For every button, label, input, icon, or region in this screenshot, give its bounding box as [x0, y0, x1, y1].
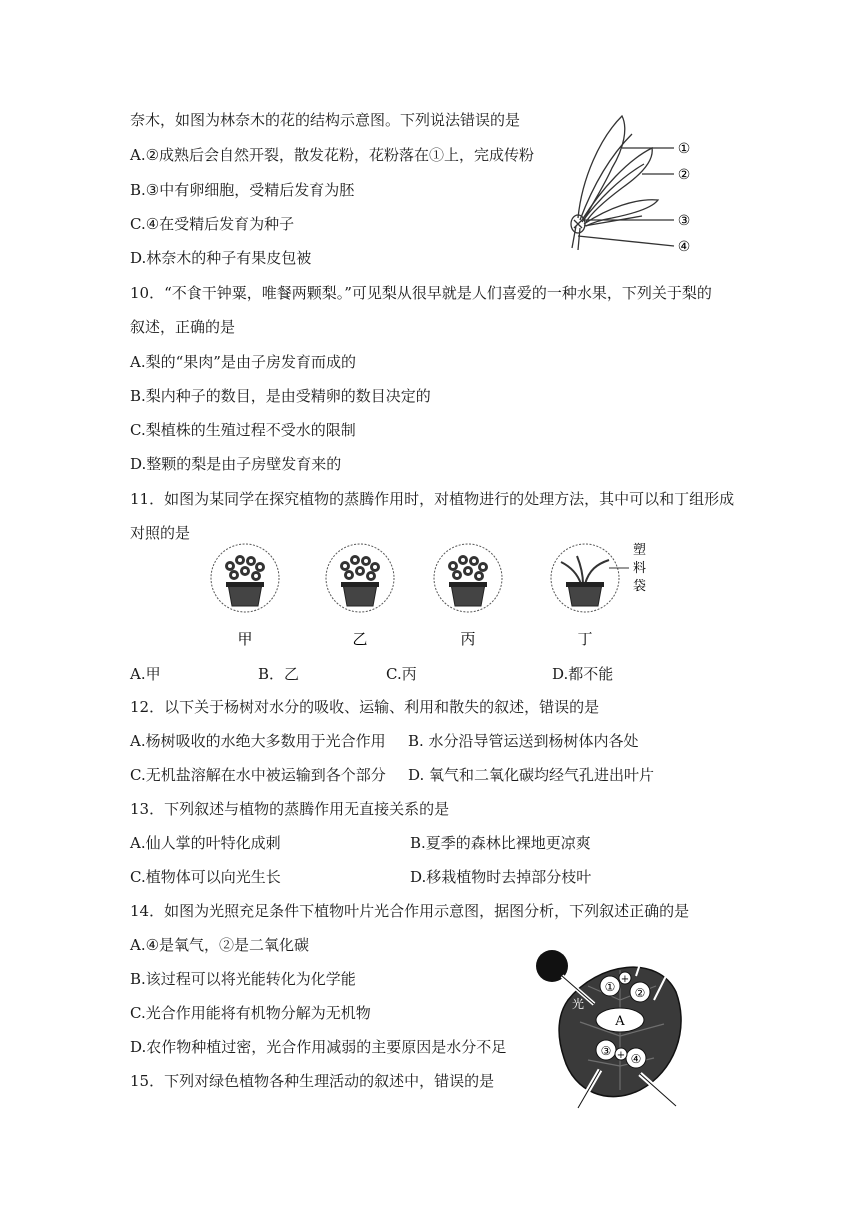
q9-option-b: B.③中有卵细胞，受精后发育为胚: [130, 181, 355, 199]
q11-option-a: A.甲: [130, 665, 161, 683]
q13-option-b: B.夏季的森林比裸地更凉爽: [410, 834, 591, 852]
q12-option-c: C.无机盐溶解在水中被运输到各个部分: [130, 766, 386, 784]
plant-yi: [326, 544, 394, 612]
light-label: 光: [572, 997, 585, 1011]
q11-option-d: D.都不能: [552, 665, 614, 683]
q10-stem-line2: 叙述，正确的是: [130, 318, 236, 336]
q9-option-c: C.④在受精后发育为种子: [130, 215, 295, 233]
q13-stem: 13．下列叙述与植物的蒸腾作用无直接关系的是: [130, 800, 450, 818]
flower-label-3: ③: [677, 213, 691, 229]
q13-option-d: D.移栽植物时去掉部分枝叶: [410, 868, 592, 886]
q12-option-d: D. 氧气和二氧化碳均经气孔进出叶片: [408, 766, 655, 784]
q10-option-c: C.梨植株的生殖过程不受水的限制: [130, 421, 356, 439]
transpiration-plants-figure: [205, 540, 655, 658]
plant-bing: [434, 544, 502, 612]
q10-option-b: B.梨内种子的数目，是由受精卵的数目决定的: [130, 387, 431, 405]
q10-stem-line1: 10．“不食干钟粟，唯餐两颗梨。”可见梨从很早就是人们喜爱的一种水果，下列关于梨的: [130, 284, 712, 302]
petal-shape: [584, 200, 658, 226]
q10-option-a: A.梨的“果肉”是由子房发育而成的: [130, 353, 356, 371]
bag-label-char-3: 袋: [633, 579, 647, 594]
q14-stem: 14．如图为光照充足条件下植物叶片光合作用示意图，据图分析，下列叙述正确的是: [130, 902, 690, 920]
flower-label-4: ④: [677, 239, 691, 255]
q15-stem: 15．下列对绿色植物各种生理活动的叙述中，错误的是: [130, 1072, 495, 1090]
q14-option-a: A.④是氧气，②是二氧化碳: [130, 936, 310, 954]
plant-label-ding: 丁: [577, 630, 593, 648]
bag-label-char-1: 塑: [633, 543, 647, 558]
q12-option-b: B. 水分沿导管运送到杨树体内各处: [408, 732, 639, 750]
q13-option-a: A.仙人掌的叶特化成刺: [130, 834, 281, 852]
q12-stem: 12．以下关于杨树对水分的吸收、运输、利用和散失的叙述，错误的是: [130, 698, 600, 716]
q9-option-a: A.②成熟后会自然开裂，散发花粉，花粉落在①上，完成传粉: [130, 146, 535, 164]
q12-option-a: A.杨树吸收的水绝大多数用于光合作用: [130, 732, 386, 750]
plant-ding: [551, 544, 629, 612]
plant-label-jia: 甲: [237, 630, 253, 648]
plant-label-yi: 乙: [352, 630, 368, 648]
q13-option-c: C.植物体可以向光生长: [130, 868, 281, 886]
leaf-label-1: ①: [604, 980, 616, 994]
q11-stem-line1: 11．如图为某同学在探究植物的蒸腾作用时，对植物进行的处理方法，其中可以和丁组形成: [130, 490, 735, 508]
plant-label-bing: 丙: [460, 630, 476, 648]
q14-option-c: C.光合作用能将有机物分解为无机物: [130, 1004, 371, 1022]
leaf-label-3: ③: [600, 1044, 612, 1058]
leaf-label-2: ②: [634, 986, 646, 1000]
leaf-label-4: ④: [630, 1052, 642, 1066]
flower-label-2: ②: [677, 167, 691, 183]
q14-option-d: D.农作物种植过密，光合作用减弱的主要原因是水分不足: [130, 1038, 507, 1056]
q11-option-b: B．乙: [258, 665, 300, 683]
plus-sign-bottom: +: [616, 1050, 626, 1061]
flower-structure-figure: [562, 108, 702, 260]
center-label-a: A: [615, 1014, 625, 1029]
q14-option-b: B.该过程可以将光能转化为化学能: [130, 970, 356, 988]
leaf-photosynthesis-figure: [528, 940, 698, 1110]
q9-option-d: D.林奈木的种子有果皮包被: [130, 249, 312, 267]
q9-stem-tail: 奈木，如图为林奈木的花的结构示意图。下列说法错误的是: [130, 111, 521, 129]
q11-option-c: C.丙: [386, 665, 417, 683]
flower-label-1: ①: [677, 141, 691, 157]
q10-option-d: D.整颗的梨是由子房壁发育来的: [130, 455, 342, 473]
bag-label-char-2: 料: [633, 561, 647, 576]
q11-stem-line2: 对照的是: [130, 524, 191, 542]
plant-jia: [211, 544, 279, 612]
plus-sign-top: +: [620, 974, 630, 985]
